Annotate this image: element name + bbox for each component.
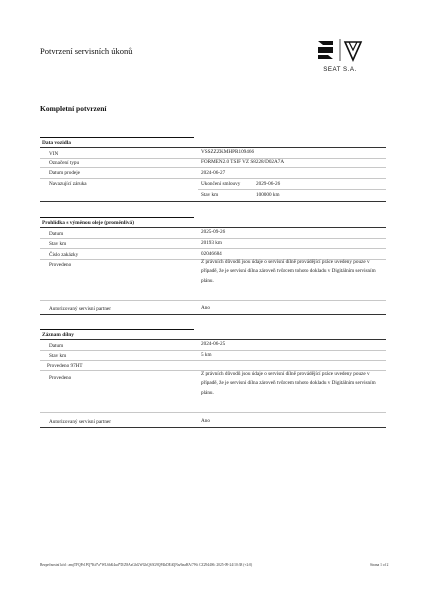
row-separator <box>40 300 386 301</box>
row-separator <box>40 248 386 249</box>
oil-km-value: 20193 km <box>201 240 222 246</box>
warranty-end-label: Ukončení smlouvy <box>201 181 241 187</box>
oil-order-value: 02046684 <box>201 251 222 257</box>
record-done-label: Provedeno <box>49 375 72 381</box>
record-date-label: Datum <box>49 343 64 349</box>
sale-date-label: Datum prodeje <box>49 170 80 176</box>
vehicle-heading: Data vozidla <box>42 140 71 146</box>
seat-emblem-icon <box>311 33 369 67</box>
warranty-km-label: Stav km <box>201 192 219 198</box>
record-heading: Záznam dílny <box>42 332 74 338</box>
section-title: Kompletní potvrzení <box>40 104 107 113</box>
row-separator <box>198 189 386 190</box>
row-separator <box>40 167 386 168</box>
seat-logo <box>311 33 369 78</box>
record-partner-label: Autorizovaný servisní partner <box>49 419 111 425</box>
row-separator <box>40 178 386 179</box>
record-header-rule <box>40 339 386 340</box>
record-km-label: Stav km <box>49 353 67 359</box>
sale-date-value: 2024-06-27 <box>201 170 226 176</box>
oil-top-rule <box>40 217 194 218</box>
vin-label: VIN <box>49 151 59 157</box>
record-top-rule <box>40 329 194 330</box>
record-bottom-rule <box>40 427 386 428</box>
type-value: FORMEN2.0 TSIF VZ S8228/D02A7A <box>201 159 285 165</box>
warranty-km-value: 100000 km <box>256 192 280 198</box>
oil-partner-value: Ano <box>201 305 210 311</box>
type-label: Označení typu <box>49 160 80 166</box>
record-km-value: 5 km <box>201 352 212 358</box>
oil-partner-label: Autorizovaný servisní partner <box>49 306 111 312</box>
footer-doc-id: Bezpečnostní kód : amjTFQPr1PQ*Kd*a*WL6bK4ud*D/Z8AzGhGWGhQS3G9QP4hDE4QNn/6naHA/7Wt CZ294406: 2025-09-24/10:38 (+2:0) <box>40 563 253 567</box>
oil-date-value: 2025-09-26 <box>201 229 226 235</box>
logo-caption: SEAT S.A. <box>323 66 357 73</box>
row-separator <box>40 360 386 361</box>
oil-order-label: Číslo zakázky <box>49 252 79 258</box>
document-title: Potvrzení servisních úkonů <box>40 46 133 56</box>
record-done-code: Provedeno 97HT <box>47 363 83 369</box>
oil-done-label: Provedeno <box>49 262 72 268</box>
record-date-value: 2024-06-25 <box>201 341 226 347</box>
oil-km-label: Stav km <box>49 241 67 247</box>
footer-page-number: Strana 1 of 2 <box>370 563 389 567</box>
vehicle-top-rule <box>40 137 194 138</box>
vehicle-header-rule <box>40 147 386 148</box>
warranty-label: Navazující záruka <box>49 181 87 187</box>
row-separator <box>40 412 386 413</box>
record-done-text: Z právních důvodů jsou údaje o servisní dílně provádějící práce uvedeny pouze v případě, že je servisní dílna zároveň tvůrcem tohoto dokladu v Digitálním servisním plánu. <box>201 371 376 396</box>
warranty-end-value: 2029-06-26 <box>256 181 281 187</box>
oil-header-rule <box>40 227 386 228</box>
oil-heading: Prohlídka s výměnou oleje (proměnlivá) <box>42 220 135 226</box>
row-separator <box>40 350 386 351</box>
row-separator <box>40 238 386 239</box>
vin-value: VSSZZZKMHPR109466 <box>201 149 255 155</box>
oil-bottom-rule <box>40 314 386 315</box>
oil-date-label: Datum <box>49 231 64 237</box>
record-partner-value: Ano <box>201 418 210 424</box>
oil-done-text: Z právních důvodů jsou údaje o servisní dílně provádějící práce uvedeny pouze v případě, že je servisní dílna zároveň tvůrcem tohoto dokladu v Digitálním servisním plánu. <box>201 259 376 284</box>
vehicle-bottom-rule <box>40 201 386 202</box>
